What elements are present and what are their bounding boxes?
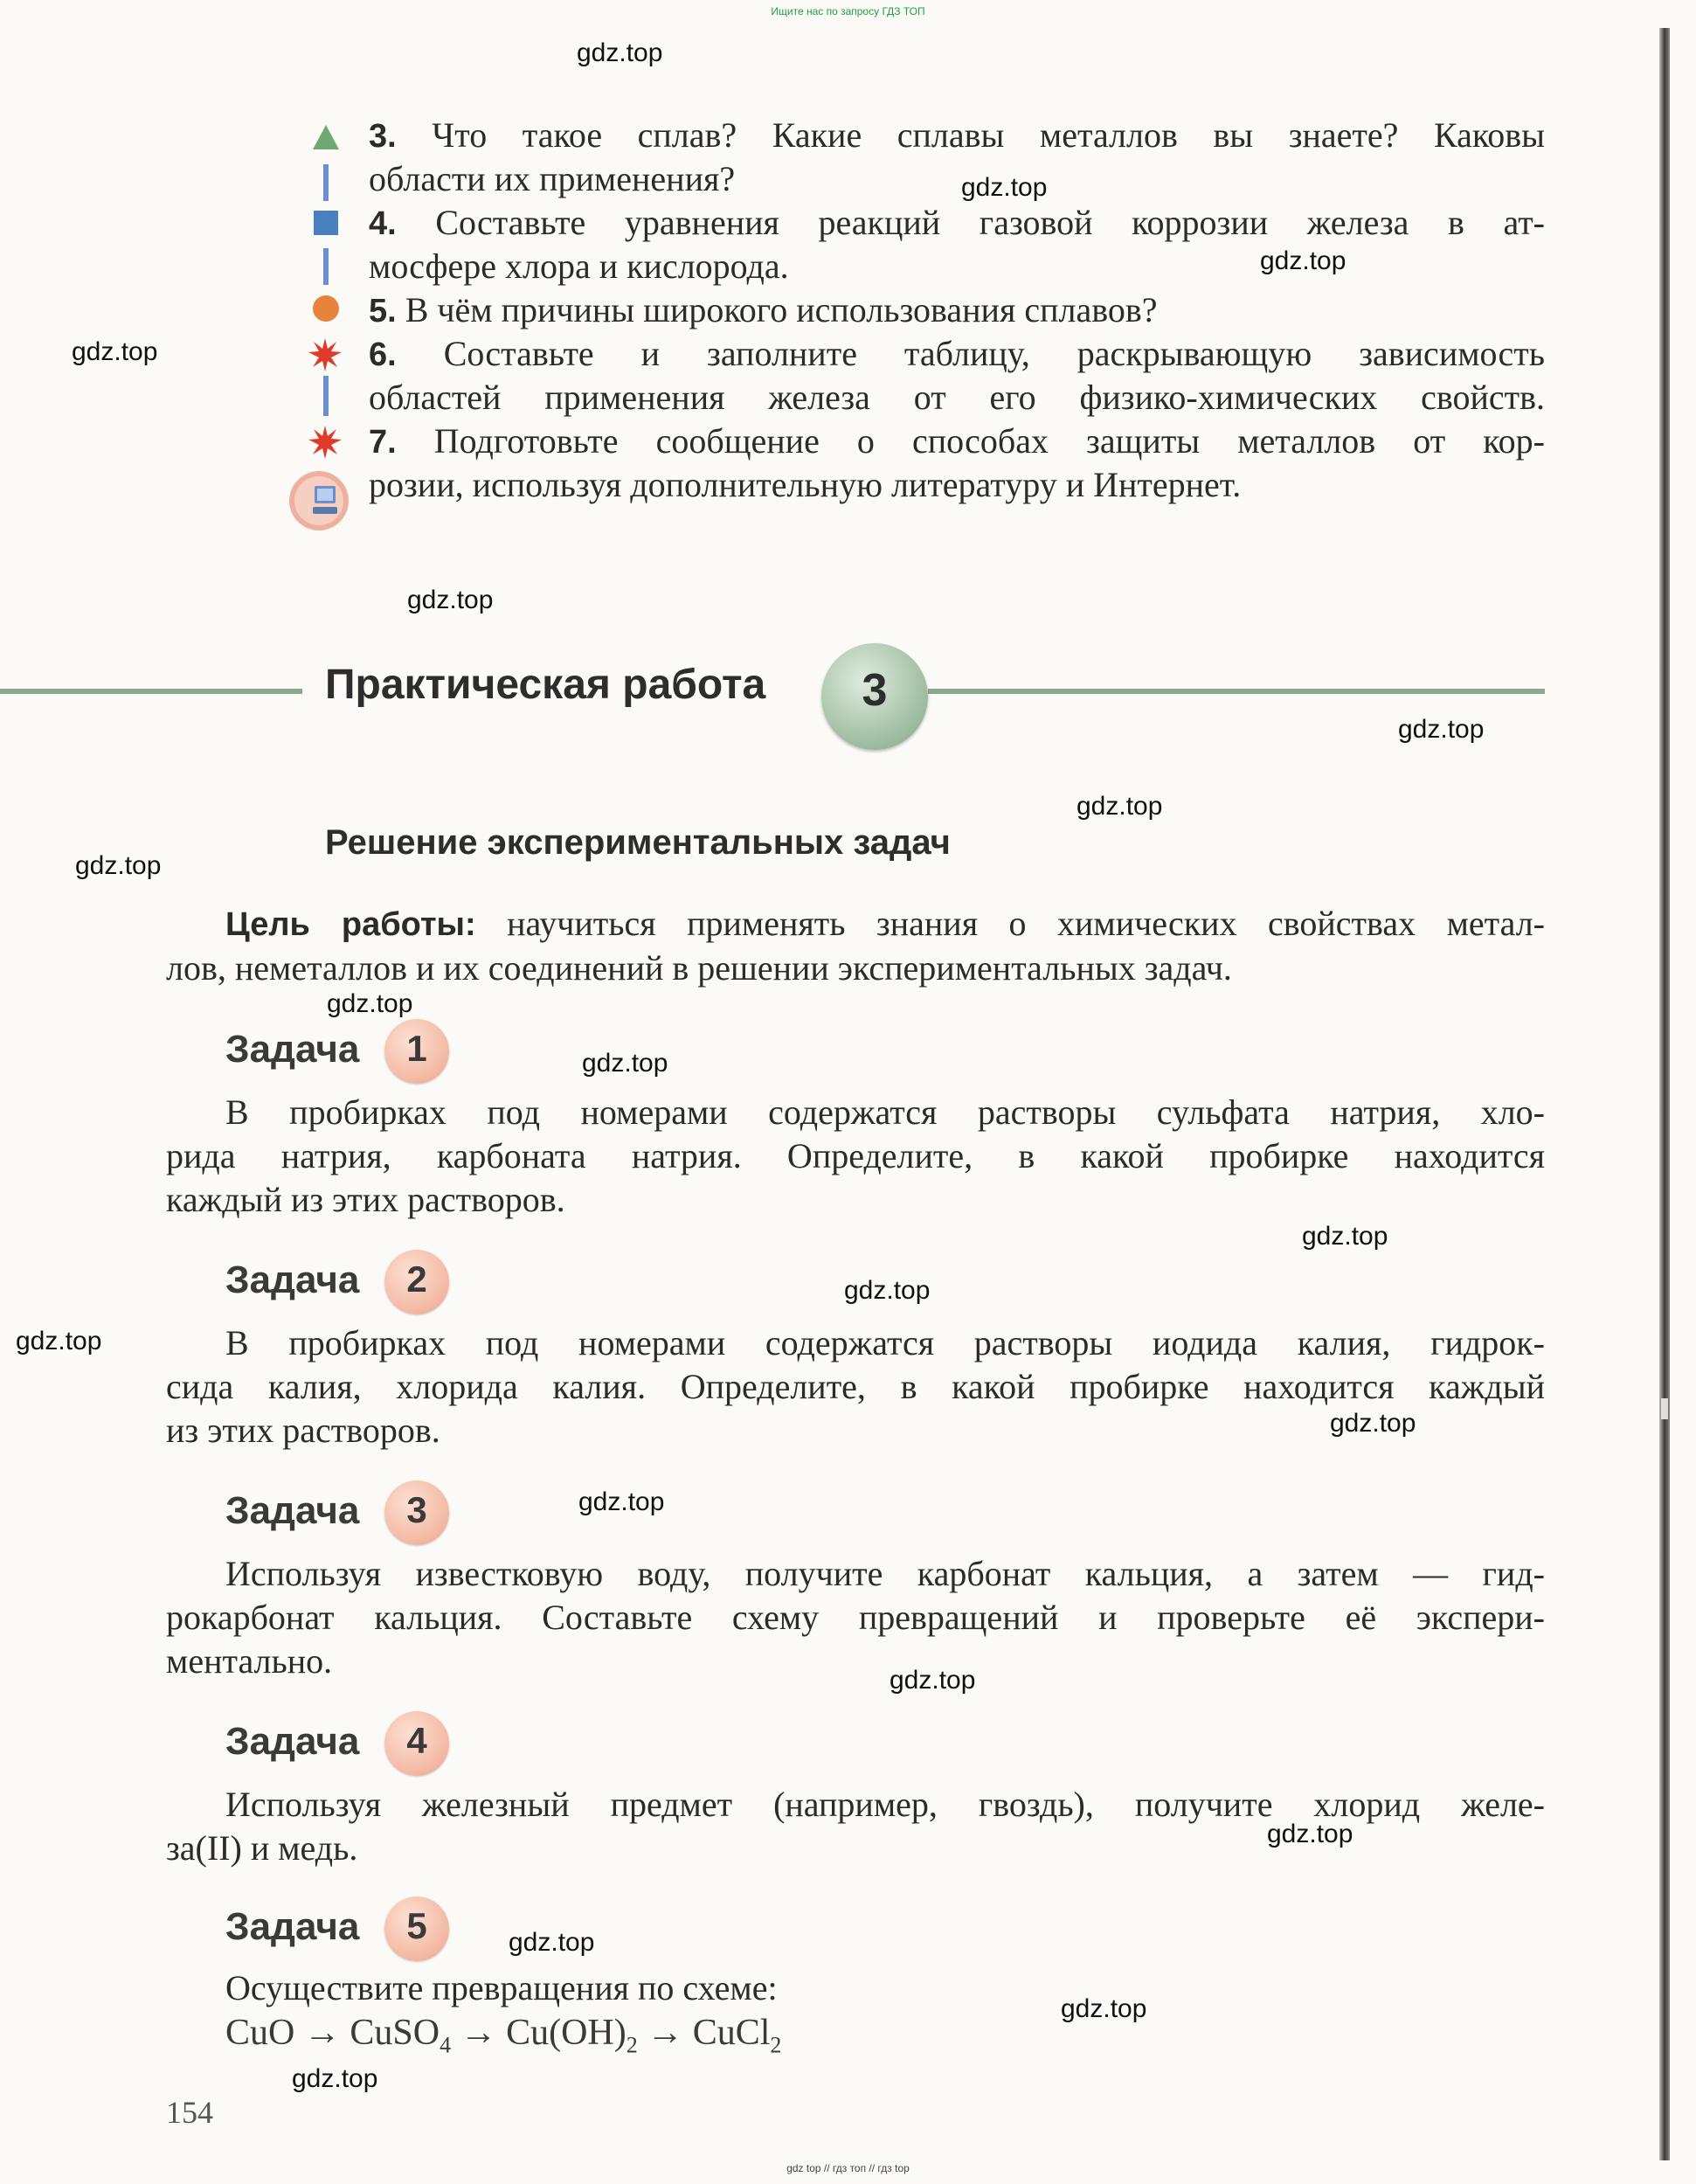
task-4-heading: Задача [225, 1720, 360, 1763]
task-2-number: 2 [406, 1258, 427, 1300]
divider-bar [323, 248, 329, 285]
section-number: 3 [862, 665, 888, 716]
reaction-scheme: CuO → CuSO$_4$ → $Cu(OH)_2$ → CuCl$_2$ [225, 2013, 782, 2058]
goal-paragraph: Цель работы: научиться применять знания о химических свойствах метал- лов, неметаллов и их соединений в решении экспериментальных задач. [166, 904, 1546, 988]
watermark: gdz.top [407, 586, 494, 614]
section-subtitle: Решение экспериментальных задач [325, 823, 951, 862]
top-notice: Ищите нас по запросу ГДЗ ТОП [771, 5, 925, 17]
section-title: Практическая работа [325, 662, 766, 708]
goal-label: Цель работы: [225, 906, 476, 943]
watermark: gdz.top [1302, 1222, 1388, 1251]
question-7: 7. Подготовьте сообщение о способах защиты металлов от кор- [369, 421, 1546, 461]
red-star-icon [308, 425, 343, 460]
watermark: gdz.top [327, 989, 413, 1018]
page-edge-mark [1661, 1398, 1668, 1419]
question-5: 5. В чём причины широкого использования сплавов? [369, 290, 1158, 329]
divider-bar [323, 376, 329, 416]
task-1-heading: Задача [225, 1028, 360, 1071]
watermark: gdz.top [509, 1928, 595, 1957]
question-3: 3. Что такое сплав? Какие сплавы металлов вы знаете? Каковы [369, 115, 1546, 155]
task-3-text: Используя известковую воду, получите карбонат кальция, а затем — гид- рокарбонат кальция. Составьте схему превращений и проверьте её экспери- ментально. [166, 1554, 1545, 1681]
task-2-heading: Задача [225, 1258, 360, 1301]
watermark: gdz.top [75, 851, 162, 880]
section-rule-left [0, 689, 302, 694]
page-edge-shadow [1659, 28, 1670, 2160]
task-4-number: 4 [406, 1720, 427, 1761]
watermark: gdz.top [578, 1487, 665, 1516]
orange-circle-icon [311, 294, 341, 323]
question-6: 6. Составьте и заполните таблицу, раскрывающую зависимость [369, 334, 1546, 373]
green-triangle-icon [311, 122, 341, 152]
watermark: gdz.top [582, 1049, 668, 1078]
task-5-heading: Задача [225, 1905, 360, 1948]
watermark: gdz.top [961, 173, 1048, 202]
question-3-cont: области их применения? [369, 159, 736, 198]
watermark: gdz.top [577, 38, 663, 67]
question-6-cont: областей применения железа от его физико-химических свойств. [369, 378, 1545, 417]
question-4-cont: мосфере хлора и кислорода. [369, 246, 789, 286]
blue-square-icon [311, 208, 341, 238]
watermark: gdz.top [1398, 715, 1485, 744]
watermark: gdz.top [1061, 1994, 1147, 2023]
watermark: gdz.top [890, 1666, 976, 1695]
task-1-text: В пробирках под номерами содержатся растворы сульфата натрия, хло- рида натрия, карбоната натрия. Определите, в какой пробирке находится каждый из этих растворов. [166, 1092, 1545, 1219]
watermark: gdz.top [844, 1276, 931, 1305]
watermark: gdz.top [1330, 1409, 1416, 1438]
question-4: 4. Составьте уравнения реакций газовой коррозии железа в ат- [369, 203, 1545, 242]
task-1-number: 1 [406, 1028, 427, 1069]
red-star-icon [308, 337, 343, 372]
watermark: gdz.top [72, 337, 158, 366]
task-4-text: Используя железный предмет (например, гвоздь), получите хлорид желе- за(II) и медь. [166, 1785, 1545, 1868]
watermark: gdz.top [292, 2064, 378, 2093]
task-2-text: В пробирках под номерами содержатся растворы иодида калия, гидрок- сида калия, хлорида калия. Определите, в какой пробирке находится каждый из этих растворов. [166, 1323, 1545, 1450]
watermark: gdz.top [16, 1327, 102, 1355]
bottom-notice: gdz top // гдз топ // гдз top [786, 2162, 910, 2174]
task-3-heading: Задача [225, 1489, 360, 1532]
watermark: gdz.top [1260, 246, 1346, 275]
question-7-cont: розии, используя дополнительную литературу и Интернет. [369, 465, 1242, 504]
task-5-text: Осуществите превращения по схеме: [225, 1968, 778, 2007]
watermark: gdz.top [1267, 1820, 1353, 1848]
task-5-number: 5 [406, 1905, 427, 1946]
page-number: 154 [166, 2095, 213, 2130]
task-3-number: 3 [406, 1489, 427, 1530]
computer-icon [288, 468, 350, 533]
divider-bar [323, 164, 329, 201]
watermark: gdz.top [1076, 792, 1163, 821]
section-rule-right [928, 689, 1545, 694]
